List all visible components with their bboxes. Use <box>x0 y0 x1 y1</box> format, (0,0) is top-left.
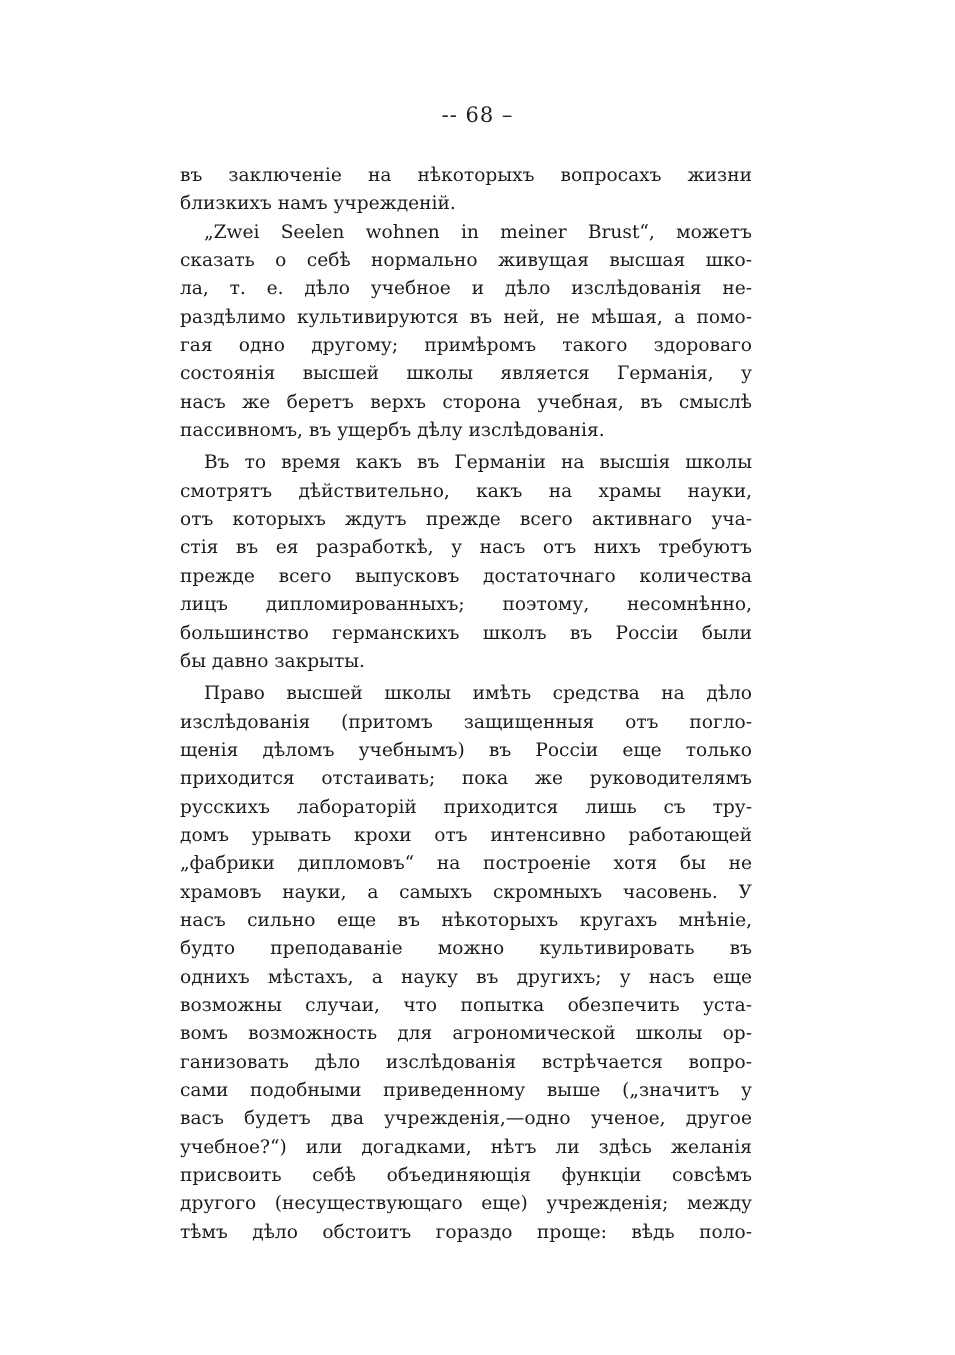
text-line: прежде всего выпусковъ достаточнаго количества <box>180 565 752 587</box>
text-line: Въ то время какъ въ Германіи на высшія школы <box>204 452 752 474</box>
text-line: вомъ возможность для агрономической школы ор- <box>180 1023 752 1045</box>
text-line: домъ урывать крохи отъ интенсивно работающей <box>180 824 752 846</box>
text-line: „Zwei Seelen wohnen in meiner Brust“, можетъ <box>204 221 752 243</box>
text-line: большинство германскихъ школъ въ Россіи были <box>180 622 752 644</box>
text-line: смотрятъ дѣйствительно, какъ на храмы науки, <box>180 480 752 502</box>
text-line: тѣмъ дѣло обстоитъ гораздо проще: вѣдь поло- <box>180 1221 752 1243</box>
page-number: -- 68 – <box>441 103 514 127</box>
text-line: насъ же беретъ верхъ сторона учебная, въ смыслѣ <box>180 391 752 413</box>
text-line: пассивномъ, въ ущербъ дѣлу изслѣдованія. <box>180 420 605 442</box>
text-line: сами подобными приведенному выше („значитъ у <box>180 1080 752 1101</box>
text-line: близкихъ намъ учрежденій. <box>180 193 456 215</box>
text-line: однихъ мѣстахъ, а науку въ другихъ; у насъ еще <box>180 966 752 988</box>
text-line: будто преподаваніе можно культивировать въ <box>180 938 752 960</box>
text-line: храмовъ науки, а самыхъ скромныхъ часовень. У <box>180 881 752 903</box>
text-line: раздѣлимо культивируются въ ней, не мѣшая, а помо- <box>180 306 752 328</box>
text-line: ла, т. е. дѣло учебное и дѣло изслѣдованія не- <box>180 278 752 300</box>
text-line: въ заключеніе на нѣкоторыхъ вопросахъ жизни <box>180 165 752 186</box>
text-line: стія въ ея разработкѣ, у насъ отъ нихъ требуютъ <box>180 537 752 559</box>
text-line: состоянія высшей школы является Германія, у <box>180 363 752 385</box>
text-line: насъ сильно еще въ нѣкоторыхъ кругахъ мнѣніе, <box>180 909 752 931</box>
text-line: ганизовать дѣло изслѣдованія встрѣчается вопро- <box>180 1051 752 1073</box>
text-line: учебное?“) или догадками, нѣтъ ли здѣсь желанія <box>180 1136 752 1158</box>
text-line: русскихъ лабораторій приходится лишь съ тру- <box>180 796 752 818</box>
text-line: приходится отстаивать; пока же руководителямъ <box>180 768 752 790</box>
text-line: другого (несуществующаго еще) учрежденія; между <box>180 1193 752 1215</box>
text-line: возможны случаи, что попытка обезпечить уста- <box>180 994 752 1016</box>
text-line: отъ которыхъ ждутъ прежде всего активнаго уча- <box>180 509 752 531</box>
text-line: присвоить себѣ объединяющія функціи совсѣмъ <box>180 1165 752 1187</box>
text-line: Право высшей школы имѣть средства на дѣло <box>204 683 752 705</box>
text-line: лицъ дипломированныхъ; поэтому, несомнѣнно, <box>180 594 752 616</box>
text-line: изслѣдованія (притомъ защищенныя отъ погло- <box>180 711 752 733</box>
text-line: „фабрики дипломовъ“ на построеніе хотя бы не <box>180 853 752 875</box>
text-line: щенія дѣломъ учебнымъ) въ Россіи еще только <box>180 739 752 761</box>
body-text <box>180 162 752 1247</box>
text-line: гая одно другому; примѣромъ такого здороваго <box>180 335 752 357</box>
text-line: бы давно закрыты. <box>180 650 365 672</box>
text-line: сказать о себѣ нормально живущая высшая шко- <box>180 250 752 272</box>
text-line: васъ будетъ два учрежденія,—одно ученое, другое <box>180 1108 752 1130</box>
